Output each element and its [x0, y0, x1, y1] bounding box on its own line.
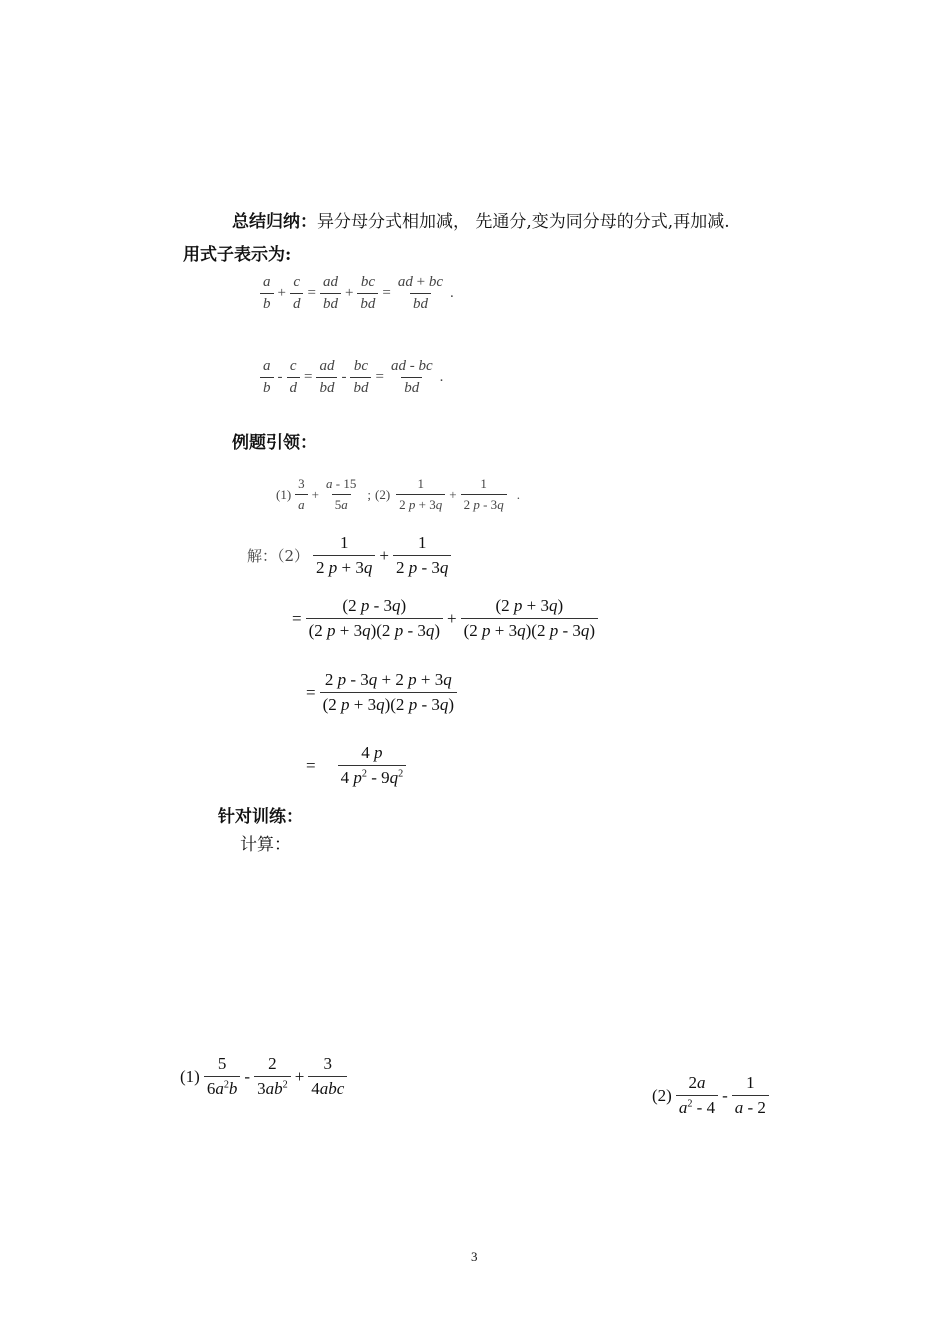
example-heading: 例题引领：	[232, 433, 317, 453]
solution-step-1: = $\frac{(2 p - 3q)}{(2 p + 3q)(2 p - 3q)}$ + $\frac{(2 p + 3q)}{(2 p + 3q)(2 p - 3q)}$	[290, 596, 600, 641]
example-part2-label: (2)	[374, 486, 391, 502]
summary-label: 总结归纳：	[232, 212, 317, 232]
practice-problem-2: (2) $\frac{2a}{a^2 - 4}$ - $\frac{1}{a - 2}$	[650, 1073, 771, 1118]
practice-heading: 针对训练：	[218, 807, 303, 827]
addition-rule-formula: $\frac{a}{b}$ + $\frac{c}{d}$ = $\frac{ad}{bd}$ + $\frac{bc}{bd}$ = $\frac{ad + bc}{bd}$ .	[258, 274, 456, 313]
practice-p2-label: (2)	[652, 1085, 672, 1105]
example-end: .	[516, 486, 520, 502]
page-number: 3	[471, 1249, 478, 1264]
example-part1-label: (1)	[276, 486, 292, 502]
solution-step-2: = $\frac{2 p - 3q + 2 p + 3q}{(2 p + 3q)(2 p - 3q)}$	[304, 670, 459, 715]
practice-p1-label: (1)	[180, 1066, 200, 1086]
solution-step-0: 解：（2） $\frac{1}{2 p + 3q}$ + $\frac{1}{2 p - 3q}$	[245, 533, 453, 578]
summary-paragraph	[232, 211, 730, 233]
practice-prompt: 计算：	[240, 835, 291, 855]
solution-step-3: = $\frac{4 p}{4 p^2 - 9q^2}$	[304, 743, 408, 788]
summary-text: 异分母分式相加减， 先通分,变为同分母的分式,再加减.	[317, 212, 730, 232]
formula-intro: 用式子表示为:	[183, 245, 292, 265]
subtraction-rule-formula: $\frac{a}{b}$ - $\frac{c}{d}$ = $\frac{ad}{bd}$ - $\frac{bc}{bd}$ = $\frac{ad - bc}{bd}$ .	[258, 358, 445, 397]
practice-problem-1: (1) $\frac{5}{6a^2b}$ - $\frac{2}{3ab^2}$ + $\frac{3}{\text{4abc}}$	[178, 1054, 349, 1099]
example-sep: ;	[367, 486, 371, 502]
solution-label: 解：（2）	[247, 547, 310, 565]
example-problems: (1) $\frac{3}{a}$ + $\frac{a - 15}{5a}$ ; (2) $\frac{1}{2 p + 3q}$ + $\frac{1}{2 p - 3q}$ .	[276, 476, 520, 512]
